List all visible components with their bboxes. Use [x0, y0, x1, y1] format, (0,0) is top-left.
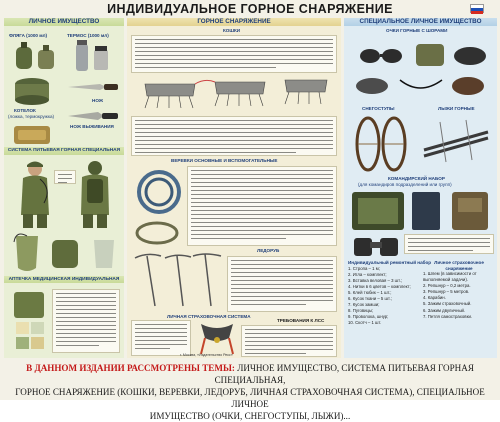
- safety-kit-item: 5. Зажим страховочный.: [423, 301, 472, 307]
- goggles-label: ОЧКИ ГОРНЫЕ С ШОРАМИ: [386, 28, 448, 33]
- thermos-label: ТЕРМОС (1000 мл): [67, 33, 109, 38]
- repair-kit-title: Индивидуальный ремонтный набор: [348, 260, 432, 265]
- topics-lead: В ДАННОМ ИЗДАНИИ РАССМОТРЕНЫ ТЕМЫ:: [26, 363, 235, 373]
- personal-equipment-panel: [4, 18, 124, 358]
- goggles-icon: [350, 40, 492, 102]
- publisher-footer: г. Москва, «Издательство Рекс»: [180, 353, 233, 357]
- rope-coil-icon: [133, 166, 185, 218]
- pot-note: (ложка, термокружка): [8, 114, 55, 119]
- topics-line-2: ГОРНОЕ СНАРЯЖЕНИЕ (КОШКИ, ВЕРЕВКИ, ЛЕДОРУБ, ЛИЧНАЯ СТРАХОВОЧНАЯ СИСТЕМА), СПЕЦИАЛЬНОЕ ЛИЧНОЕ: [15, 387, 485, 409]
- topics-line-3: ИМУЩЕСТВО (ОЧКИ, СНЕГОСТУПЫ, ЛЫЖИ)...: [149, 411, 351, 421]
- safety-kit-item: 2. Репшнур – 0,2 метра.: [423, 283, 471, 289]
- knife-icon: [66, 78, 120, 96]
- commander-kit-list: [404, 234, 494, 254]
- repair-kit-item: 6. Кусок ткани – 5 шт.;: [348, 295, 392, 301]
- snowshoes-icon: [350, 114, 414, 174]
- ice-axe-description: [227, 256, 337, 312]
- first-aid-description: [52, 289, 120, 353]
- requirements-description: [241, 325, 337, 357]
- russian-flag-icon: [470, 4, 484, 13]
- ice-axe-label: ЛЕДОРУБ: [257, 248, 280, 253]
- knife-label: НОЖ: [92, 98, 103, 103]
- bladder-clear-icon: [88, 234, 120, 272]
- safety-kit-list: [423, 260, 495, 320]
- repair-kit-item: 5. Клей тюбик – 1 шт.;: [348, 289, 392, 295]
- tablet-icon: [410, 190, 442, 232]
- soldier-with-hydration-icon: [14, 159, 56, 229]
- topics-line-1: ЛИЧНОЕ ИМУЩЕСТВО, СИСТЕМА ПИТЬЕВАЯ ГОРНАЯ СПЕЦИАЛЬНАЯ,: [214, 363, 474, 385]
- topics-summary: [0, 360, 500, 421]
- mess-kit-icon: [10, 122, 54, 148]
- bladder-pouch-icon: [48, 236, 82, 272]
- special-equipment-heading: СПЕЦИАЛЬНОЕ ЛИЧНОЕ ИМУЩЕСТВО: [344, 18, 497, 26]
- skis-label: ЛЫЖИ ГОРНЫЕ: [438, 106, 475, 111]
- accessory-cord-icon: [133, 220, 181, 246]
- repair-kit-item: 8. Пуговицы;: [348, 308, 374, 314]
- ropes-label: ВЕРЕВКИ ОСНОВНЫЕ И ВСПОМОГАТЕЛЬНЫЕ: [171, 158, 278, 163]
- harness-note: [131, 320, 191, 356]
- repair-kit-list: [348, 260, 432, 326]
- repair-kit-item: 7. Кусок замши;: [348, 302, 380, 308]
- hydration-note: [54, 170, 76, 184]
- first-aid-kit-icon: [10, 290, 48, 352]
- soldier-back-icon: [74, 159, 116, 229]
- harness-icon: [195, 318, 239, 358]
- repair-kit-item: 2. Игла – комплект;: [348, 271, 387, 277]
- safety-kit-item: 3. Репшнур – 5 метров.: [423, 289, 470, 295]
- safety-kit-item: 1. Шлем (в зависимости от выполняемой задачи).: [423, 271, 477, 283]
- snowshoes-label: СНЕГОСТУПЫ: [362, 106, 395, 111]
- commander-kit-label: КОМАНДИРСКИЙ НАБОР: [388, 176, 445, 181]
- commander-kit-note: (для командиров подразделений или групп): [358, 182, 452, 187]
- survival-knife-label: НОЖ ВЫЖИВАНИЯ: [70, 124, 114, 129]
- personal-equipment-heading: ЛИЧНОЕ ИМУЩЕСТВО: [4, 18, 124, 26]
- water-bladder-icon: [12, 232, 42, 274]
- mountain-equipment-heading: ГОРНОЕ СНАРЯЖЕНИЕ: [127, 18, 341, 26]
- safety-kit-item: 4. Карабин.: [423, 295, 446, 301]
- ropes-description: [187, 166, 337, 246]
- flask-label: ФЛЯГА (1000 мл): [9, 33, 48, 38]
- crampons-label: КОШКИ: [223, 28, 241, 33]
- harness-label: ЛИЧНАЯ СТРАХОВОЧНАЯ СИСТЕМА: [167, 314, 251, 319]
- repair-kit-item: 9. Проволока, шнур;: [348, 314, 389, 320]
- survival-knife-icon: [66, 108, 120, 124]
- repair-kit-item: 3. Вставка веловая – 3 шт.;: [348, 277, 403, 283]
- skis-icon: [420, 116, 492, 166]
- crampons-icon: [135, 74, 335, 114]
- safety-kit-item: 7. Петля самостраховки.: [423, 313, 473, 319]
- poster-title: ИНДИВИДУАЛЬНОЕ ГОРНОЕ СНАРЯЖЕНИЕ: [107, 2, 393, 16]
- crampons-usage: [131, 116, 337, 156]
- pot-icon: [10, 76, 54, 106]
- thermos-icon: [70, 39, 118, 72]
- safety-kit-title: Личное страховочное снаряжение: [434, 260, 484, 271]
- map-case-icon: [350, 190, 406, 232]
- safety-kit-item: 6. Зажим двуличный.: [423, 307, 466, 313]
- repair-kit-item: 1. Стропа – 1 м;: [348, 265, 380, 271]
- repair-kit-item: 10. Скотч – 1 шт.: [348, 320, 382, 326]
- crampons-description: [131, 35, 337, 73]
- hydration-heading: СИСТЕМА ПИТЬЕВАЯ ГОРНАЯ СПЕЦИАЛЬНАЯ: [4, 147, 124, 155]
- requirements-label: ТРЕБОВАНИЯ К ЛСС: [277, 318, 325, 323]
- pot-label: КОТЕЛОК: [14, 108, 36, 113]
- mountain-equipment-panel: [127, 18, 341, 358]
- first-aid-heading: АПТЕЧКА МЕДИЦИНСКАЯ ИНДИВИДУАЛЬНАЯ: [4, 276, 124, 283]
- flask-icon: [12, 41, 60, 71]
- binoculars-icon: [352, 234, 402, 258]
- ice-axe-icon: [133, 250, 225, 310]
- field-bag-icon: [448, 188, 492, 234]
- repair-kit-item: 4. Нитки в 6 цветов – комплект;: [348, 283, 411, 289]
- special-equipment-panel: [344, 18, 497, 358]
